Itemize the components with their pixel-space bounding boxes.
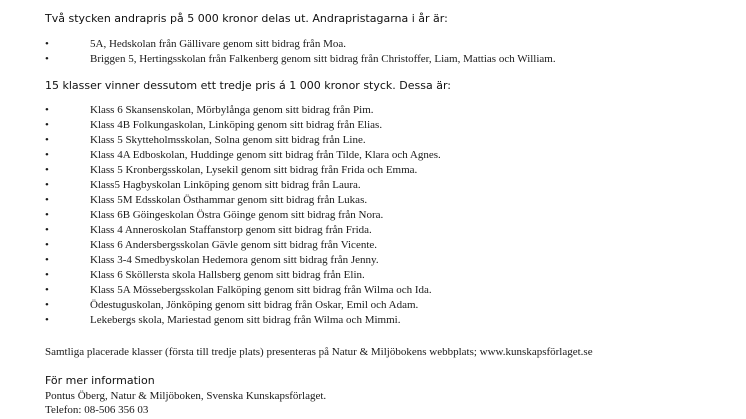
- bullet-icon: •: [45, 224, 49, 236]
- bullet-icon: •: [45, 38, 49, 50]
- bullet-icon: •: [45, 314, 49, 326]
- bullet-icon: •: [45, 104, 49, 116]
- bullet-icon: •: [45, 134, 49, 146]
- bullet-icon: •: [45, 164, 49, 176]
- bullet-icon: •: [45, 149, 49, 161]
- list-item-text: Klass 5 Kronbergsskolan, Lysekil genom sitt bidrag från Frida och Emma.: [90, 164, 418, 176]
- bullet-icon: •: [45, 53, 49, 65]
- third-prize-heading: 15 klasser vinner dessutom ett tredje pris á 1 000 kronor styck. Dessa är:: [45, 79, 451, 92]
- list-item-text: Klass 5M Edsskolan Östhammar genom sitt bidrag från Lukas.: [90, 194, 368, 206]
- list-item-text: Klass 5A Mössebergsskolan Falköping genom sitt bidrag från Wilma och Ida.: [90, 284, 432, 296]
- bullet-icon: •: [45, 269, 49, 281]
- list-item-text: Klass 3-4 Smedbyskolan Hedemora genom sitt bidrag från Jenny.: [90, 254, 379, 266]
- bullet-icon: •: [45, 299, 49, 311]
- closing-note: Samtliga placerade klasser (första till tredje plats) presenteras på Natur & Miljöbokens webbplats; www.kunskapsförlaget.se: [45, 346, 593, 358]
- list-item-text: 5A, Hedskolan från Gällivare genom sitt bidrag från Moa.: [90, 38, 346, 50]
- list-item-text: Ödestuguskolan, Jönköping genom sitt bidrag från Oskar, Emil och Adam.: [90, 299, 419, 311]
- list-item-text: Klass 6B Göingeskolan Östra Göinge genom sitt bidrag från Nora.: [90, 209, 384, 221]
- list-item-text: Klass 5 Skytteholmsskolan, Solna genom sitt bidrag från Line.: [90, 134, 366, 146]
- list-item-text: Briggen 5, Hertingsskolan från Falkenberg genom sitt bidrag från Christoffer, Liam, Mattias och William.: [90, 53, 556, 65]
- bullet-icon: •: [45, 119, 49, 131]
- list-item-text: Klass 4B Folkungaskolan, Linköping genom sitt bidrag från Elias.: [90, 119, 383, 131]
- second-prize-heading: Två stycken andrapris på 5 000 kronor delas ut. Andrapristagarna i år är:: [45, 12, 448, 25]
- bullet-icon: •: [45, 194, 49, 206]
- bullet-icon: •: [45, 254, 49, 266]
- bullet-icon: •: [45, 239, 49, 251]
- contact-phone: Telefon: 08-506 356 03: [45, 404, 149, 416]
- contact-heading: För mer information: [45, 374, 155, 387]
- list-item-text: Klass5 Hagbyskolan Linköping genom sitt bidrag från Laura.: [90, 179, 361, 191]
- list-item-text: Klass 6 Andersbergsskolan Gävle genom sitt bidrag från Vicente.: [90, 239, 378, 251]
- bullet-icon: •: [45, 284, 49, 296]
- bullet-icon: •: [45, 209, 49, 221]
- list-item-text: Klass 4A Edboskolan, Huddinge genom sitt bidrag från Tilde, Klara och Agnes.: [90, 149, 441, 161]
- bullet-icon: •: [45, 179, 49, 191]
- list-item-text: Lekebergs skola, Mariestad genom sitt bidrag från Wilma och Mimmi.: [90, 314, 401, 326]
- list-item-text: Klass 4 Anneroskolan Staffanstorp genom sitt bidrag från Frida.: [90, 224, 372, 236]
- list-item-text: Klass 6 Skansenskolan, Mörbylånga genom sitt bidrag från Pim.: [90, 104, 374, 116]
- list-item-text: Klass 6 Sköllersta skola Hallsberg genom sitt bidrag från Elin.: [90, 269, 365, 281]
- contact-name: Pontus Öberg, Natur & Miljöboken, Svenska Kunskapsförlaget.: [45, 390, 327, 402]
